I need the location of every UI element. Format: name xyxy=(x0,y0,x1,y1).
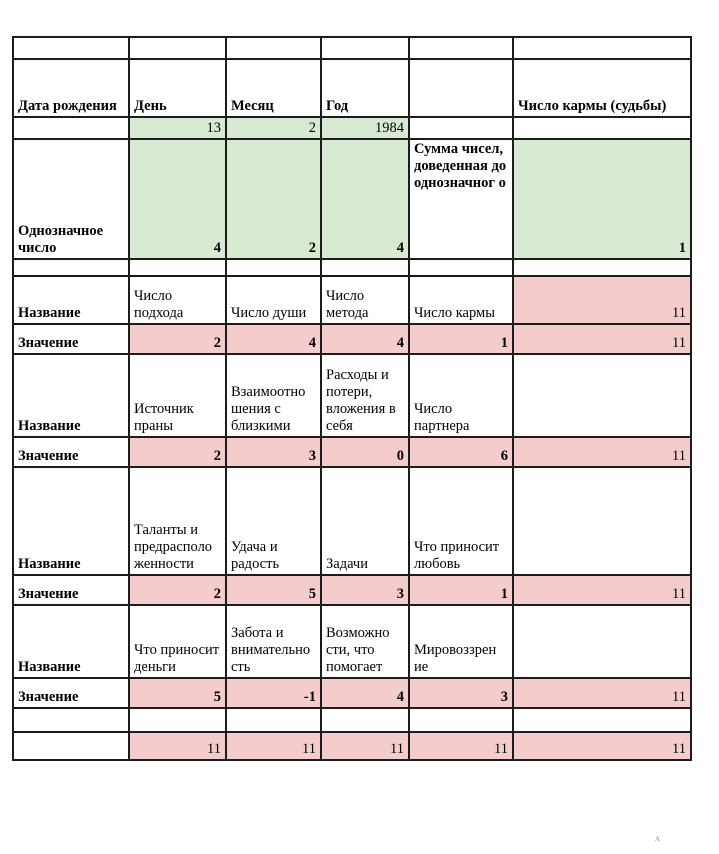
totals-value-3: 11 xyxy=(409,732,513,760)
cell-empty xyxy=(409,708,513,732)
totals-value-karma: 11 xyxy=(513,732,691,760)
block4-name-karma xyxy=(513,605,691,678)
header-year: Год xyxy=(321,59,409,117)
block1-value-2: 4 xyxy=(321,324,409,354)
table-row-block3-names xyxy=(13,467,691,575)
block3-value-3: 1 xyxy=(409,575,513,605)
label-name: Название xyxy=(13,276,129,324)
totals-value-1: 11 xyxy=(226,732,321,760)
block4-name-2: Возможно сти, что помогает xyxy=(321,605,409,678)
table-row-block4-names xyxy=(13,605,691,678)
value-birth-month: 2 xyxy=(226,117,321,139)
block1-value-3: 1 xyxy=(409,324,513,354)
table-row-birth-date-values xyxy=(13,117,691,139)
single-digit-year: 4 xyxy=(321,139,409,259)
block4-name-3: Мировоззрен ие xyxy=(409,605,513,678)
label-value: Значение xyxy=(13,437,129,467)
table-row-block1-names xyxy=(13,276,691,324)
block4-value-0: 5 xyxy=(129,678,226,708)
block2-value-0: 2 xyxy=(129,437,226,467)
block1-value-karma: 11 xyxy=(513,324,691,354)
block4-name-1: Забота и внимательно сть xyxy=(226,605,321,678)
value-birth-day: 13 xyxy=(129,117,226,139)
cell-empty xyxy=(226,259,321,276)
cell-empty xyxy=(321,37,409,59)
cell-empty xyxy=(13,37,129,59)
label-value: Значение xyxy=(13,575,129,605)
block1-name-2: Число метода xyxy=(321,276,409,324)
table-row-blank xyxy=(13,708,691,732)
block1-name-1: Число души xyxy=(226,276,321,324)
cell-empty xyxy=(13,117,129,139)
label-name: Название xyxy=(13,605,129,678)
cell-empty xyxy=(13,708,129,732)
spreadsheet-sheet xyxy=(12,36,690,761)
block2-value-karma: 11 xyxy=(513,437,691,467)
block3-value-1: 5 xyxy=(226,575,321,605)
cell-empty xyxy=(513,259,691,276)
block1-name-3: Число кармы xyxy=(409,276,513,324)
block2-name-1: Взаимоотно шения с близкими xyxy=(226,354,321,437)
page-artifact-mark: ᴧ xyxy=(655,833,660,844)
block3-name-1: Удача и радость xyxy=(226,467,321,575)
cell-empty xyxy=(321,708,409,732)
cell-empty xyxy=(513,708,691,732)
totals-label xyxy=(13,732,129,760)
block2-name-0: Источник праны xyxy=(129,354,226,437)
cell-empty xyxy=(321,259,409,276)
header-karma-number: Число кармы (судьбы) xyxy=(513,59,691,117)
label-single-digit: Однозначное число xyxy=(13,139,129,259)
block3-name-karma xyxy=(513,467,691,575)
block1-value-1: 4 xyxy=(226,324,321,354)
table-row-top-empty xyxy=(13,37,691,59)
totals-value-2: 11 xyxy=(321,732,409,760)
block3-name-0: Таланты и предрасполо женности xyxy=(129,467,226,575)
cell-empty xyxy=(409,259,513,276)
cell-empty xyxy=(129,259,226,276)
block3-value-0: 2 xyxy=(129,575,226,605)
label-name: Название xyxy=(13,467,129,575)
label-date-of-birth: Дата рождения xyxy=(13,59,129,117)
totals-value-0: 11 xyxy=(129,732,226,760)
table-row-block1-values xyxy=(13,324,691,354)
block4-name-0: Что приносит деньги xyxy=(129,605,226,678)
header-day: День xyxy=(129,59,226,117)
table-row-spacer xyxy=(13,259,691,276)
table-row-block4-values xyxy=(13,678,691,708)
block2-value-1: 3 xyxy=(226,437,321,467)
block2-value-3: 6 xyxy=(409,437,513,467)
table-row-single-digit xyxy=(13,139,691,259)
single-digit-karma: 1 xyxy=(513,139,691,259)
block4-value-1: -1 xyxy=(226,678,321,708)
value-birth-year: 1984 xyxy=(321,117,409,139)
block3-name-3: Что приносит любовь xyxy=(409,467,513,575)
cell-empty xyxy=(226,37,321,59)
single-digit-day: 4 xyxy=(129,139,226,259)
cell-empty xyxy=(409,37,513,59)
table-row-block3-values xyxy=(13,575,691,605)
block2-name-2: Расходы и потери, вложения в себя xyxy=(321,354,409,437)
header-sum-reduced: Сумма чисел, доведенная до однозначног о xyxy=(409,139,513,259)
cell-empty xyxy=(409,117,513,139)
cell-empty xyxy=(513,37,691,59)
header-blank xyxy=(409,59,513,117)
table-row-totals xyxy=(13,732,691,760)
block1-name-0: Число подхода xyxy=(129,276,226,324)
block3-name-2: Задачи xyxy=(321,467,409,575)
block2-value-2: 0 xyxy=(321,437,409,467)
block4-value-karma: 11 xyxy=(513,678,691,708)
block3-value-karma: 11 xyxy=(513,575,691,605)
cell-empty xyxy=(226,708,321,732)
block3-value-2: 3 xyxy=(321,575,409,605)
label-value: Значение xyxy=(13,324,129,354)
block1-name-karma: 11 xyxy=(513,276,691,324)
table-row-date-of-birth-header xyxy=(13,59,691,117)
table-row-block2-names xyxy=(13,354,691,437)
label-value: Значение xyxy=(13,678,129,708)
table-row-block2-values xyxy=(13,437,691,467)
cell-empty xyxy=(129,37,226,59)
block2-name-3: Число партнера xyxy=(409,354,513,437)
block2-name-karma xyxy=(513,354,691,437)
label-name: Название xyxy=(13,354,129,437)
block4-value-2: 4 xyxy=(321,678,409,708)
single-digit-month: 2 xyxy=(226,139,321,259)
value-birth-karma xyxy=(513,117,691,139)
cell-empty xyxy=(129,708,226,732)
header-month: Месяц xyxy=(226,59,321,117)
cell-empty xyxy=(13,259,129,276)
block1-value-0: 2 xyxy=(129,324,226,354)
numerology-table xyxy=(12,36,692,761)
block4-value-3: 3 xyxy=(409,678,513,708)
